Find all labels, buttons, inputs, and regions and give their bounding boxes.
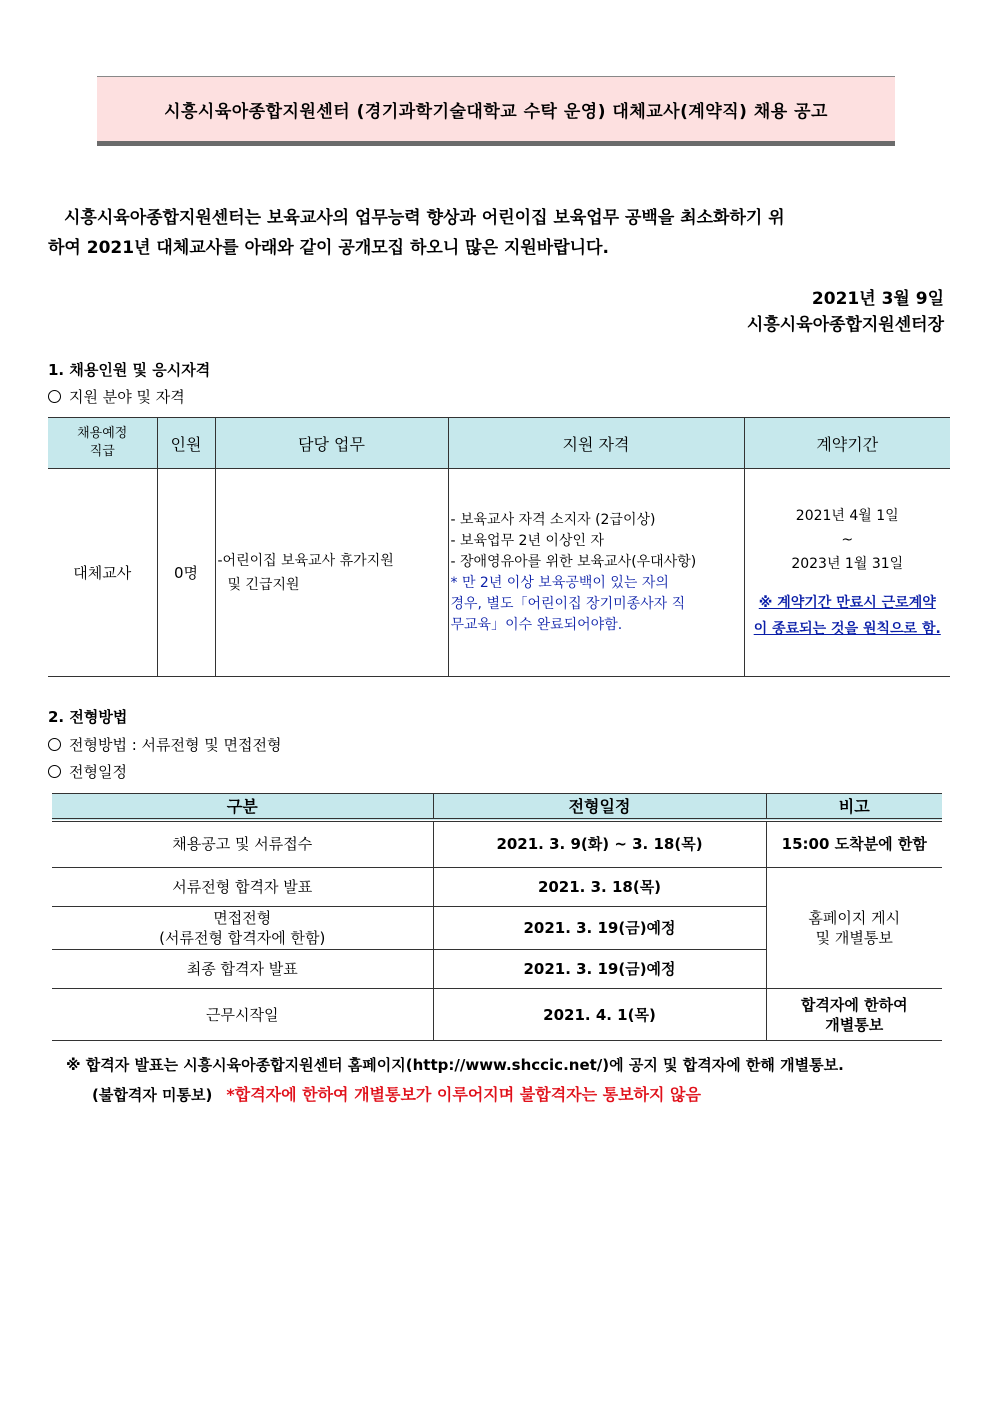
table-header-row: [48, 418, 950, 469]
table-row: [52, 820, 942, 868]
qualification-table: [48, 417, 950, 677]
table-row: [52, 868, 942, 907]
period-separator: ~: [841, 531, 854, 548]
cell-category: 채용공고 및 서류접수: [52, 820, 433, 868]
qualification-item: - 보육업무 2년 이상인 자: [450, 532, 604, 549]
header-remarks: 비고: [766, 794, 942, 820]
header-period: 계약기간: [744, 418, 950, 469]
cell-category: [52, 907, 433, 950]
merged-remarks-line-1: 홈페이지 게시: [808, 909, 901, 927]
intro-line-2: 하여 2021년 대체교사를 아래와 같이 공개모집 하오니 많은 지원바랍니다.: [48, 238, 609, 258]
remarks-line-2: 개별통보: [825, 1015, 884, 1034]
circle-bullet-icon: [48, 390, 61, 403]
announcement-issuer: 시흥시육아종합지원센터장: [746, 315, 944, 335]
cell-category: 서류전형 합격자 발표: [52, 868, 433, 907]
footnote-line-1: ※ 합격자 발표는 시흥시육아종합지원센터 홈페이지(http://www.shccic.net/)에 공지 및 합격자에 한해 개별통보.: [66, 1056, 844, 1074]
cell-position: 대체교사: [48, 469, 157, 677]
table-header-row: [52, 794, 942, 820]
section-2-bullet-1: [48, 734, 282, 755]
footnote-red-notice: *합격자에 한하여 개별통보가 이루어지며 불합격자는 통보하지 않음: [226, 1085, 701, 1104]
announcement-date: 2021년 3월 9일: [811, 289, 944, 309]
period-note-line-1: ※ 계약기간 만료시 근로계약: [758, 594, 936, 611]
cell-schedule: 2021. 3. 18(목): [433, 868, 766, 907]
header-position-l1: 채용예정: [77, 426, 128, 441]
table-row: [48, 469, 950, 677]
cell-schedule: 2021. 3. 9(화) ~ 3. 18(목): [433, 820, 766, 868]
qualification-note-line: * 만 2년 이상 보육공백이 있는 자의: [450, 574, 669, 591]
cell-category: 근무시작일: [52, 989, 433, 1041]
cell-qualification: [448, 469, 744, 677]
section-1-heading: 1. 채용인원 및 응시자격: [48, 361, 211, 379]
period-note: [745, 590, 951, 642]
intro-paragraph: [48, 203, 946, 263]
cell-remarks: [766, 989, 942, 1041]
period-start: 2021년 4월 1일: [795, 507, 899, 524]
remarks-line-1: 합격자에 한하여: [800, 995, 908, 1014]
duty-line-2: 및 긴급지원: [227, 576, 300, 593]
footnote-unsuccessful: (불합격자 미통보): [92, 1086, 213, 1104]
header-category: 구분: [52, 794, 433, 820]
bullet-text: 전형방법 : 서류전형 및 면접전형: [69, 736, 282, 754]
qualification-item: - 보육교사 자격 소지자 (2급이상): [450, 511, 656, 528]
cell-count: 0명: [157, 469, 215, 677]
period-note-line-2: 이 종료되는 것을 원칙으로 함.: [753, 620, 941, 637]
cell-remarks: 15:00 도착분에 한함: [766, 820, 942, 868]
bullet-text: 전형일정: [69, 763, 127, 781]
cell-period: [744, 469, 950, 677]
header-qualification: 지원 자격: [448, 418, 744, 469]
category-line-2: (서류전형 합격자에 한함): [159, 929, 326, 947]
cell-remarks-merged: [766, 868, 942, 989]
qualification-note-line: 경우, 별도「어린이집 장기미종사자 직: [450, 595, 686, 612]
footnote-line-2: [92, 1082, 701, 1105]
header-duty: 담당 업무: [215, 418, 448, 469]
header-position: [48, 418, 157, 469]
section-1-bullet: [48, 386, 185, 407]
category-line-1: 면접전형: [213, 909, 272, 927]
schedule-table: [52, 793, 942, 1041]
circle-bullet-icon: [48, 738, 61, 751]
qualification-note-line: 무교육」이수 완료되어야함.: [450, 616, 623, 633]
cell-schedule: 2021. 3. 19(금)예정: [433, 907, 766, 950]
header-count: 인원: [157, 418, 215, 469]
bullet-text: 지원 분야 및 자격: [69, 388, 185, 406]
cell-duty: [215, 469, 448, 677]
header-position-l2: 직급: [89, 444, 115, 459]
intro-line-1: 시흥시육아종합지원센터는 보육교사의 업무능력 향상과 어린이집 보육업무 공백을 최소화하기 위: [64, 208, 785, 228]
merged-remarks-line-2: 및 개별통보: [815, 929, 893, 947]
qualification-item: - 장애영유아를 위한 보육교사(우대사항): [450, 553, 697, 570]
circle-bullet-icon: [48, 765, 61, 778]
header-schedule: 전형일정: [433, 794, 766, 820]
section-2-heading: 2. 전형방법: [48, 708, 128, 726]
period-end: 2023년 1월 31일: [791, 555, 904, 572]
table-row: [52, 989, 942, 1041]
cell-schedule: 2021. 4. 1(목): [433, 989, 766, 1041]
duty-line-1: -어린이집 보육교사 휴가지원: [217, 552, 394, 569]
page-title: 시흥시육아종합지원센터 (경기과학기술대학교 수탁 운영) 대체교사(계약직) 채용 공고: [97, 76, 895, 146]
cell-category: 최종 합격자 발표: [52, 950, 433, 989]
cell-schedule: 2021. 3. 19(금)예정: [433, 950, 766, 989]
section-2-bullet-2: [48, 761, 127, 782]
